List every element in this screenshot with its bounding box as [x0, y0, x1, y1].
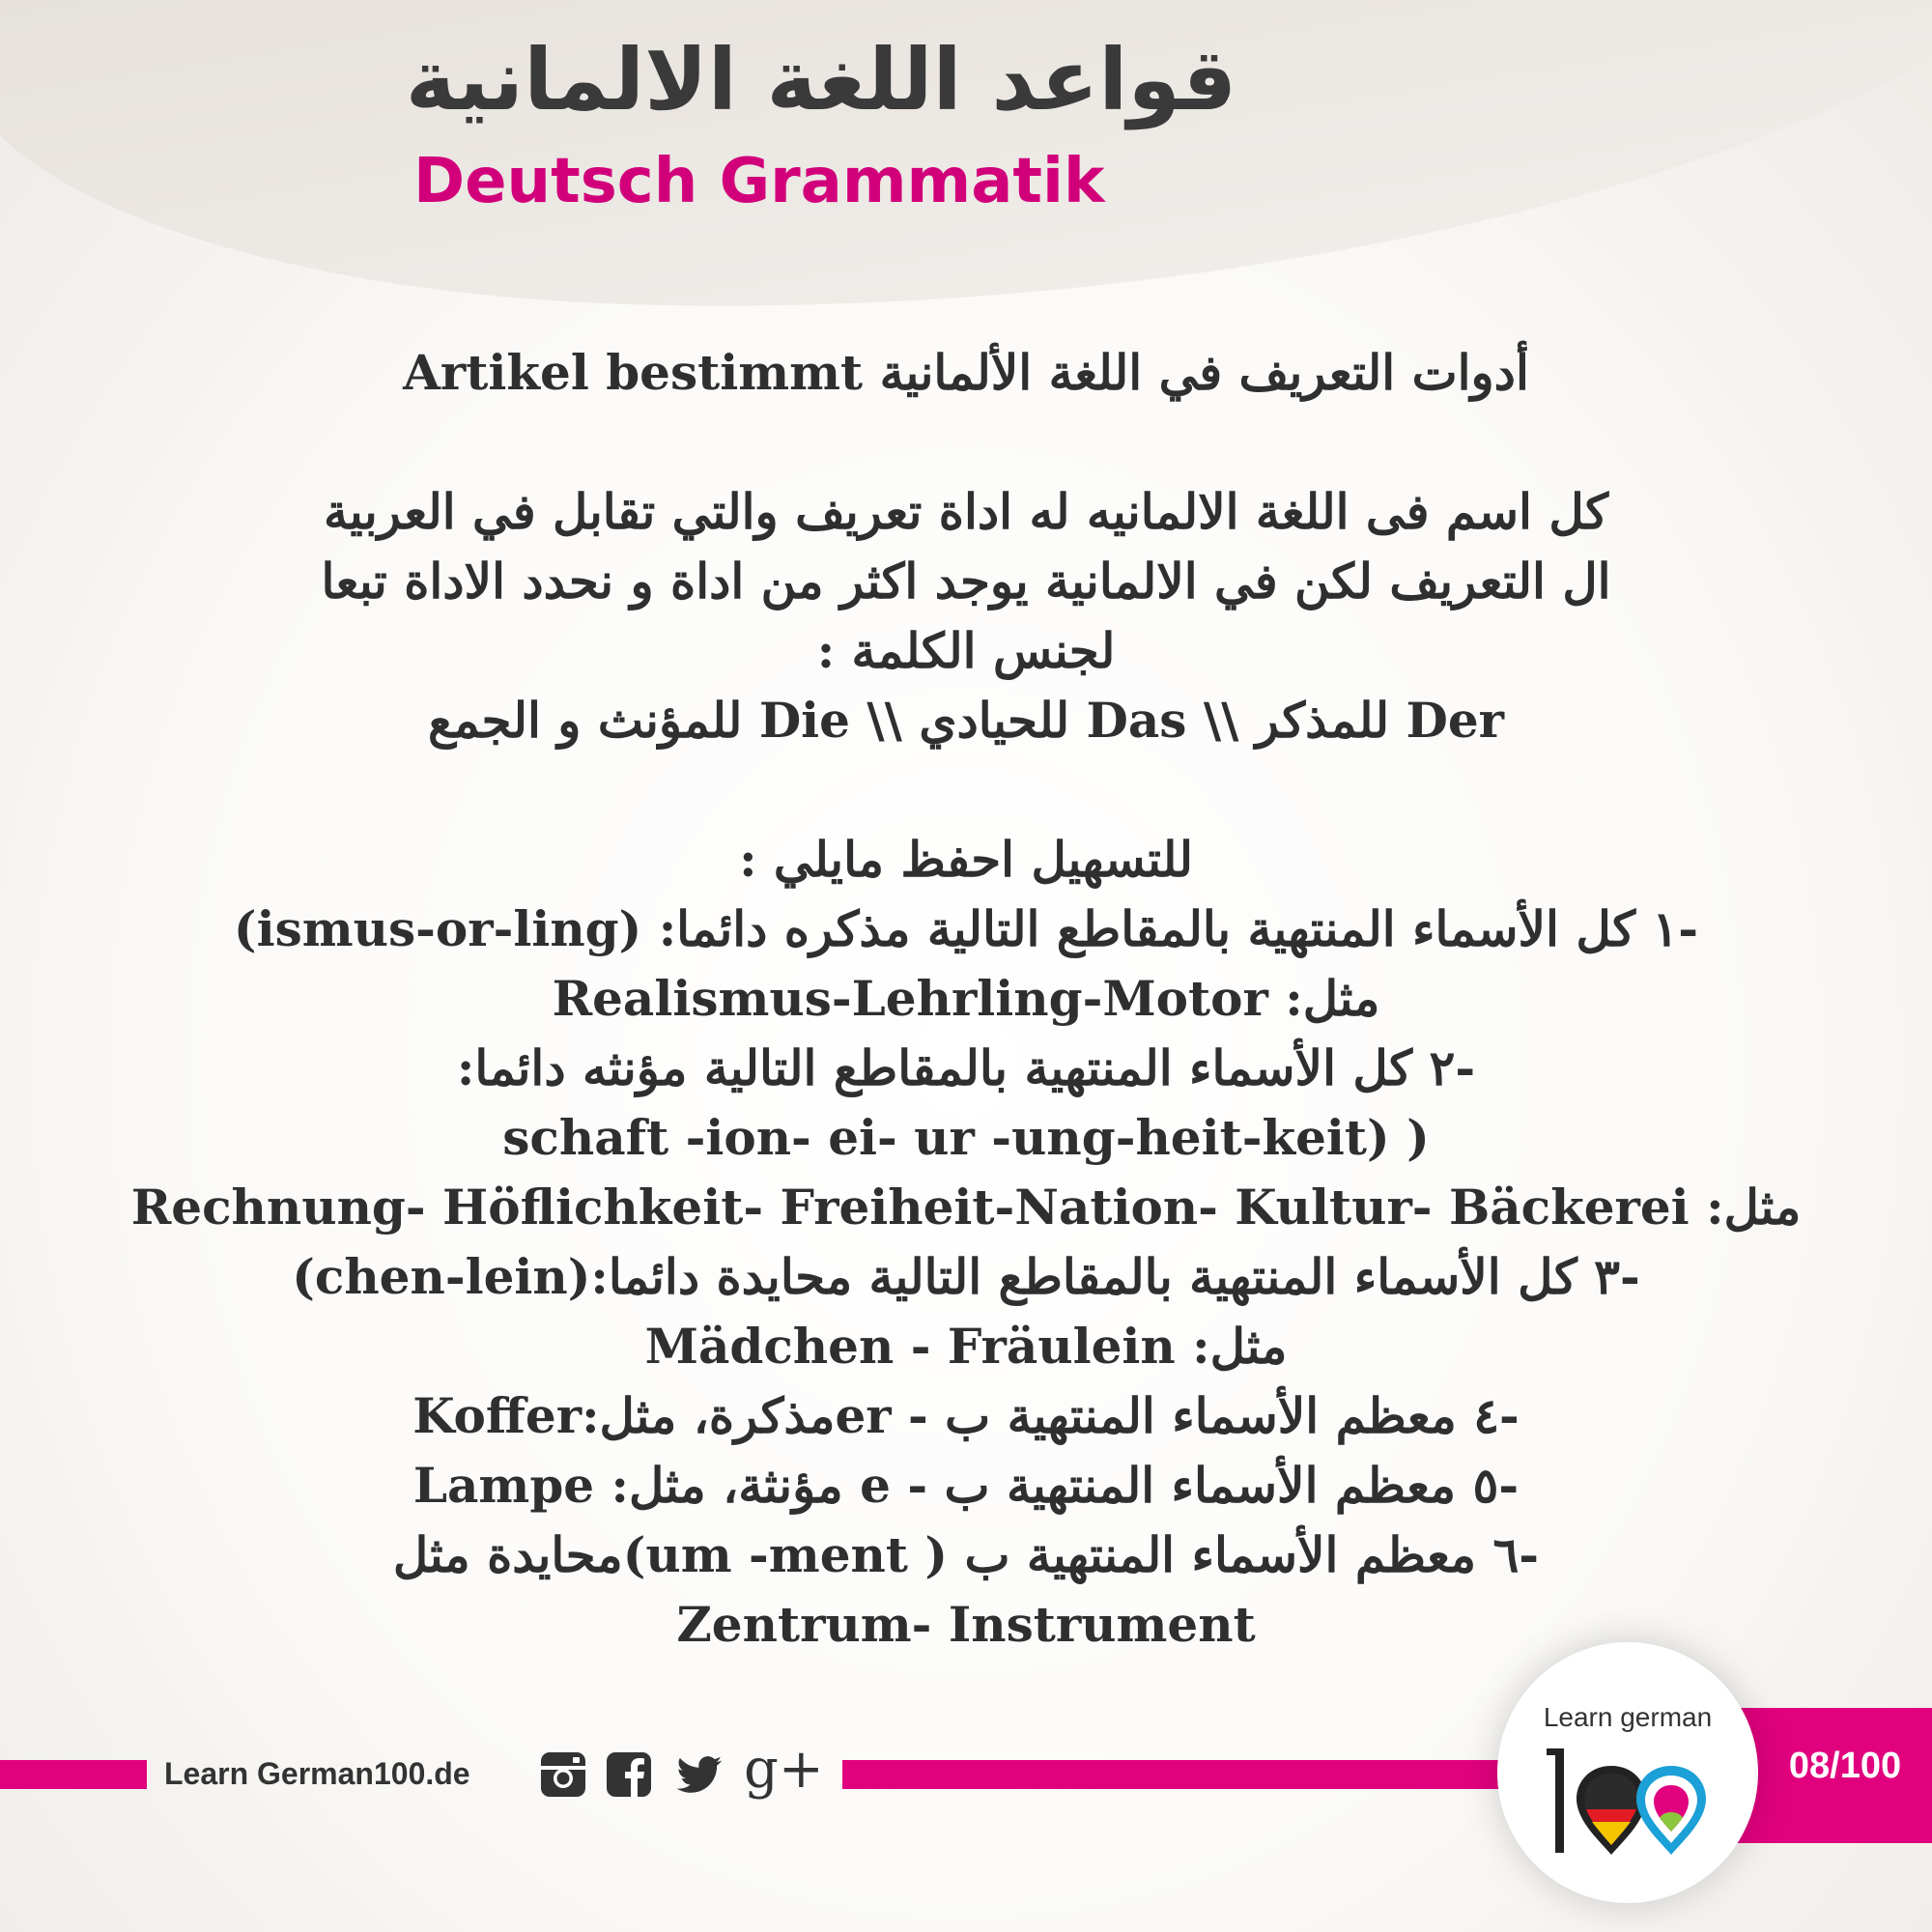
footer-accent-bar-middle	[842, 1760, 1519, 1789]
logo-text: Learn german	[1543, 1702, 1713, 1732]
rule-1: -١ كل الأسماء المنتهية بالمقاطع التالية مذكره دائما: (ismus-or-ling)	[233, 900, 1699, 957]
rule-5: -٥ معظم الأسماء المنتهية ب - e مؤنثة، مثل: Lampe	[412, 1457, 1520, 1514]
intro-line-1: كل اسم فى اللغة الالمانيه له اداة تعريف والتي تقابل في العربية	[323, 483, 1609, 540]
rule-2-suffixes: ( (schaft -ion- ei- ur -ung-heit-keit	[502, 1109, 1430, 1166]
spacer	[68, 408, 1864, 477]
rule-2-example: مثل: Rechnung- Höflichkeit- Freiheit-Nation- Kultur- Bäckerei	[130, 1179, 1802, 1236]
twitter-icon[interactable]	[676, 1750, 724, 1799]
google-plus-icon[interactable]: g+	[744, 1738, 824, 1801]
footer-accent-bar-left	[0, 1760, 147, 1789]
lesson-content	[68, 338, 1864, 1660]
rule-2: -٢ كل الأسماء المنتهية بالمقاطع التالية مؤنثه دائما:	[456, 1039, 1476, 1096]
rule-3-example: مثل: Mädchen - Fräulein	[644, 1318, 1288, 1375]
rule-3: -٣ كل الأسماء المنتهية بالمقاطع التالية محايدة دائما:(chen-lein)	[292, 1248, 1640, 1305]
lesson-heading: أدوات التعريف في اللغة الألمانية Artikel bestimmt	[403, 344, 1529, 401]
rule-6: -٦ معظم الأسماء المنتهية ب ( um -ment)محايدة مثل	[392, 1526, 1540, 1583]
website-link[interactable]: Learn German100.de	[164, 1756, 470, 1791]
intro-line-3: لجنس الكلمة :	[816, 622, 1116, 679]
page-counter: 08/100	[1788, 1746, 1902, 1786]
rule-6-example: Zentrum- Instrument	[676, 1596, 1256, 1653]
instagram-icon[interactable]	[539, 1750, 587, 1799]
brand-logo	[1497, 1642, 1758, 1903]
rule-1-example: مثل: Realismus-Lehrling-Motor	[552, 970, 1380, 1027]
rule-4: -٤ معظم الأسماء المنتهية ب - erمذكرة، مثل:Koffer	[412, 1387, 1520, 1444]
page-title-arabic: قواعد اللغة الالمانية	[405, 30, 1237, 129]
facebook-icon[interactable]	[605, 1750, 653, 1799]
spacer	[68, 755, 1864, 825]
articles-line: Der للمذكر \\ Das للحيادي \\ Die للمؤنث و الجمع	[427, 692, 1505, 749]
logo-100-icon	[1536, 1737, 1719, 1862]
intro-line-2: ال التعريف لكن في الالمانية يوجد اكثر من اداة و نحدد الاداة تبعا	[321, 553, 1611, 610]
page-title-german: Deutsch Grammatik	[413, 146, 1105, 217]
memo-line: للتسهيل احفظ مايلي :	[739, 831, 1193, 888]
